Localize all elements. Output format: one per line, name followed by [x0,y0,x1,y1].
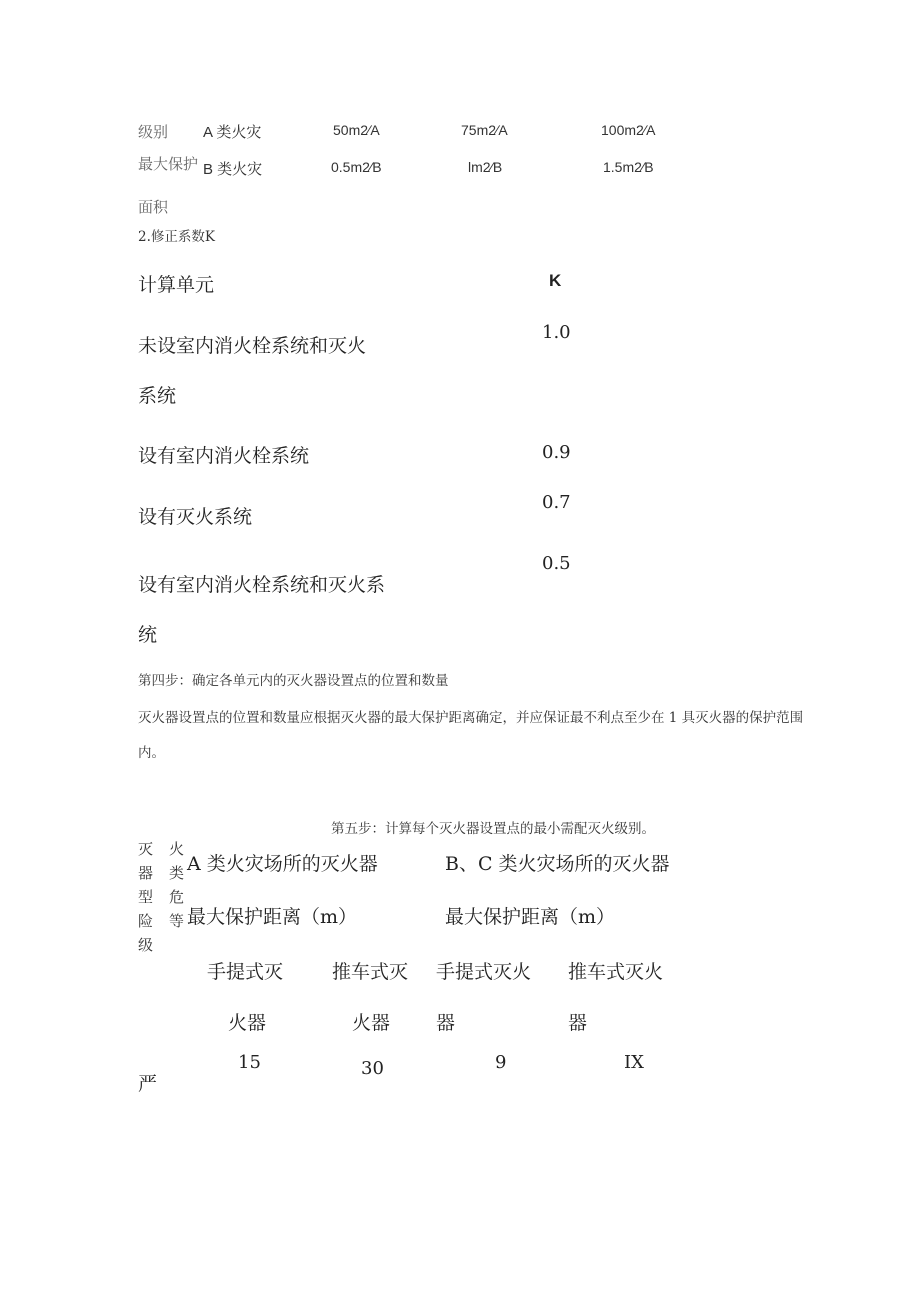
dist-table-max-dist-bc: 最大保护距离（m） [445,906,616,928]
dist-table-max-dist-a: 最大保护距离（m） [187,906,358,928]
table1-b-value-3: 1.5m2∕B [603,159,654,175]
table1-a-value-1: 50m2∕A [333,122,380,138]
dist-table-group-a: A 类火灾场所的灭火器 [187,853,378,875]
dist-table-row-value-4: IX [624,1052,644,1073]
k-row-4-unit-line1: 设有室内消火栓系统和灭火系 [138,575,386,596]
dist-table-corner-left: 灭器型险级 [138,840,154,954]
dist-table-row-value-1: 15 [238,1052,261,1073]
dist-table-col3-header-line2: 器 [436,1012,456,1034]
dist-table-row-value-3: 9 [495,1052,507,1073]
k-row-2-value: 0.9 [542,442,571,463]
step5-title: 第五步：计算每个灭火器设置点的最小需配灭火级别。 [331,821,655,837]
dist-table-corner-right: 火类危等 [169,840,185,930]
dist-table-row-value-2: 30 [361,1058,384,1079]
table1-a-value-3: 100m2∕A [601,122,656,138]
table1-b-value-2: lm2∕B [468,159,503,175]
section-k-title: 2.修正系数K [138,229,215,245]
table1-class-a: A 类火灾 [203,124,262,141]
k-row-2-unit: 设有室内消火栓系统 [138,446,310,467]
k-row-1-unit-line1: 未设室内消火栓系统和灭火 [138,336,367,357]
dist-table-group-bc: B、C 类火灾场所的灭火器 [445,853,670,875]
dist-table-col3-header-line1: 手提式灭火 [436,961,532,983]
table1-row-label-level: 级别 [138,124,169,141]
k-table-header-unit: 计算单元 [138,275,215,296]
k-table-header-k: K [549,271,562,290]
dist-table-col4-header-line1: 推车式灭火 [568,961,664,983]
dist-table-col1-header-line2: 火器 [228,1012,267,1034]
k-row-3-value: 0.7 [542,492,571,513]
k-row-4-value: 0.5 [542,553,571,574]
dist-table-col2-header-line2: 火器 [352,1012,391,1034]
step4-title: 第四步：确定各单元内的灭火器设置点的位置和数量 [138,673,449,689]
dist-table-col1-header-line1: 手提式灭 [207,961,284,983]
k-row-1-unit-line2: 系统 [138,386,177,407]
k-row-4-unit-line2: 统 [138,625,158,646]
dist-table-row-label: 严 [138,1073,158,1095]
dist-table-col2-header-line1: 推车式灭 [332,961,409,983]
step4-paragraph-line2: 内。 [138,745,165,761]
table1-row-label-max-protect: 最大保护 [138,156,198,173]
table1-a-value-2: 75m2∕A [461,122,508,138]
k-row-1-value: 1.0 [542,322,571,343]
table1-row-label-area: 面积 [138,199,169,216]
table1-b-value-1: 0.5m2∕B [331,159,382,175]
dist-table-col4-header-line2: 器 [568,1012,588,1034]
table1-class-b: B 类火灾 [203,161,263,178]
step4-paragraph-line1: 灭火器设置点的位置和数量应根据灭火器的最大保护距离确定，并应保证最不利点至少在 1 具灭火器的保护范围 [138,710,804,726]
k-row-3-unit: 设有灭火系统 [138,507,253,528]
